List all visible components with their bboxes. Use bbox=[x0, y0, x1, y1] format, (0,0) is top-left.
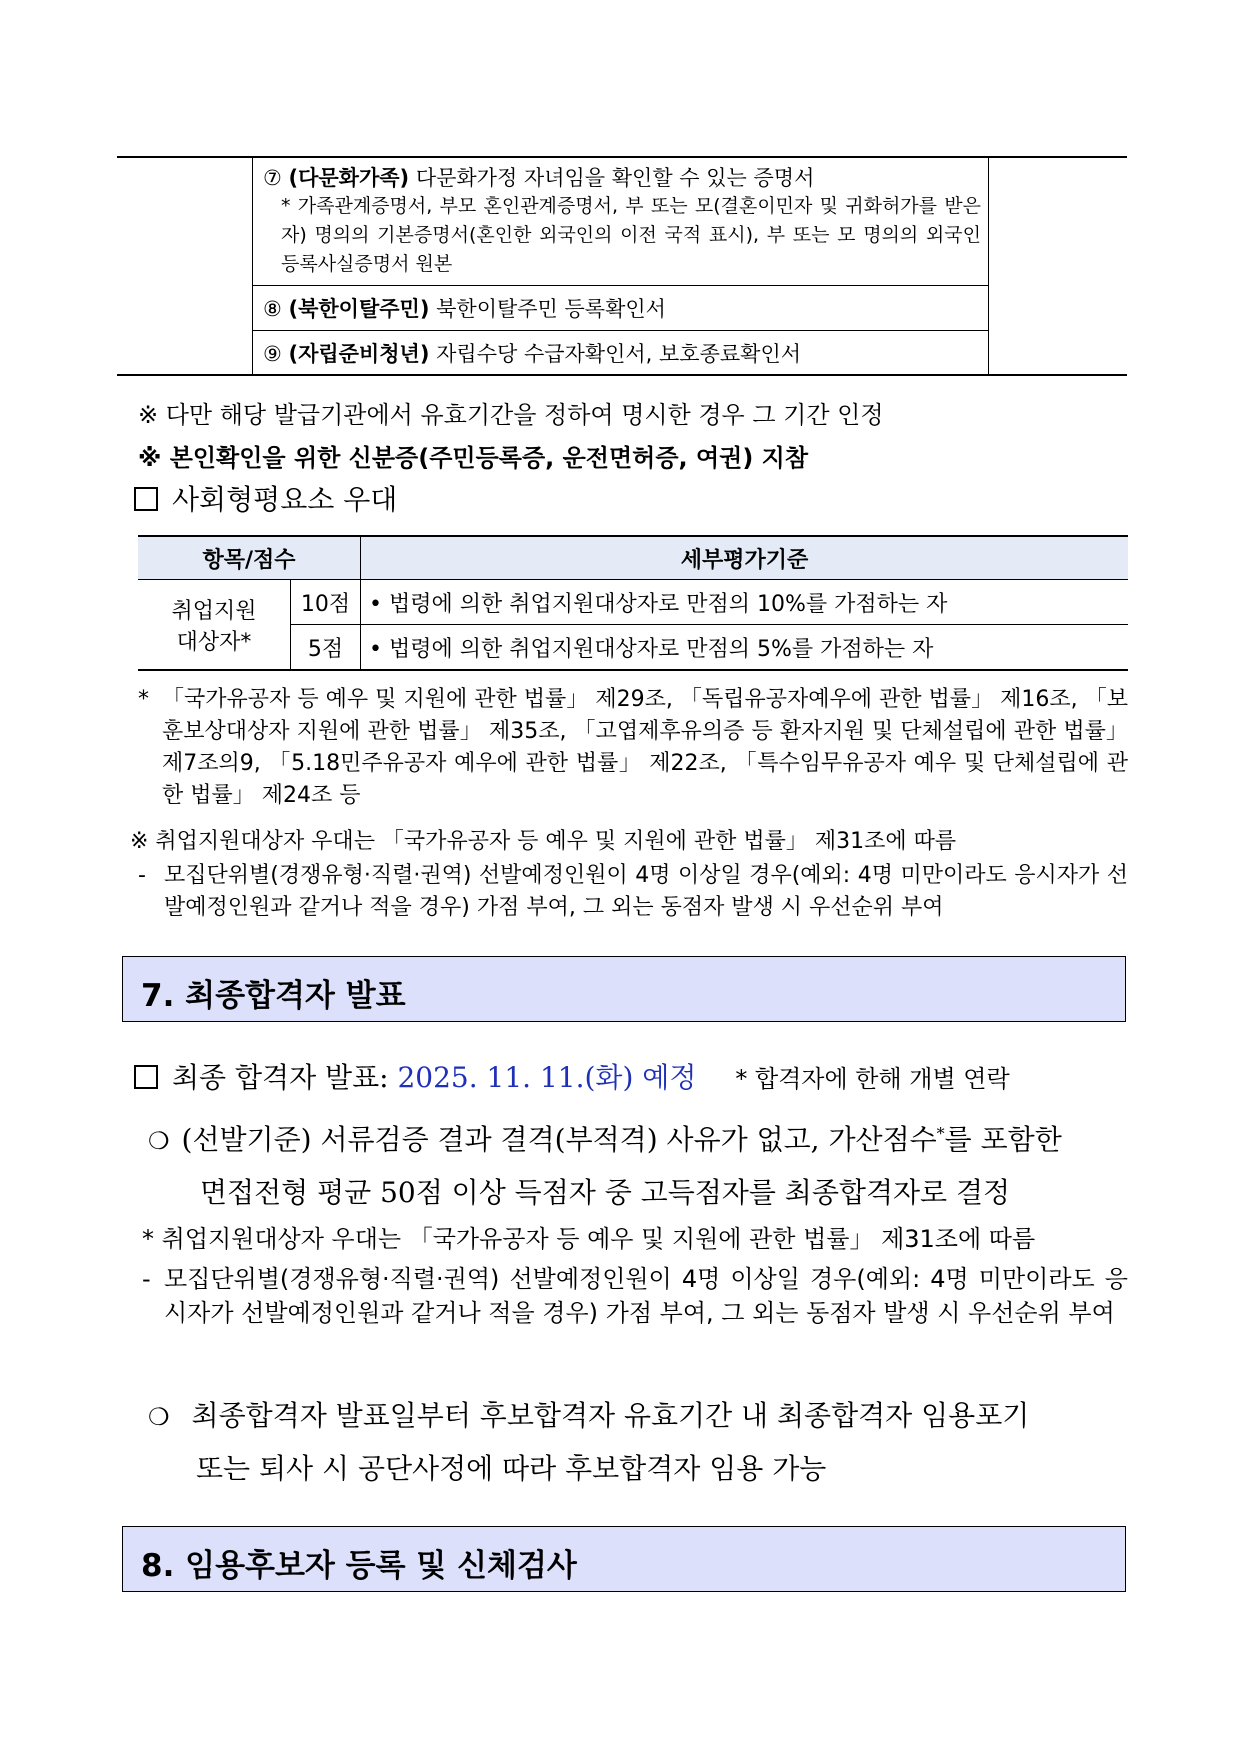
selection-criteria: ❍ (선발기준) 서류검증 결과 결격(부적격) 사유가 없고, 가산점수*를 포함한 면접전형 평균 50점 이상 득점자 중 고득점자를 최종합격자로 결정 bbox=[148, 1123, 1062, 1209]
id-card-note: ※ 본인확인을 위한 신분증(주민등록증, 운전면허증, 여권) 지참 bbox=[138, 444, 809, 472]
preference-detail: - 모집단위별(경쟁유형·직렬·권역) 선발예정인원이 4명 이상일 경우(예외: 4명 미만이라도 응시자가 선발예정인원과 같거나 적을 경우) 가점 부여, 그 외는 동점자 발생 시 우선순위 부여 bbox=[138, 863, 1128, 920]
criterion-cell: • 법령에 의한 취업지원대상자로 만점의 5%를 가점하는 자 bbox=[361, 625, 1129, 671]
announcement-date: 2025. 11. 11.(화) 예정 bbox=[397, 1061, 697, 1094]
document-row-title: ⑨ (자립준비청년) 자립수당 수급자확인서, 보호종료확인서 bbox=[263, 342, 802, 366]
table-header-row bbox=[138, 536, 1128, 580]
section7-preference-note: * 취업지원대상자 우대는 「국가유공자 등 예우 및 지원에 관한 법률」 제31조에 따름 bbox=[142, 1225, 1036, 1253]
social-equity-heading: 사회형평요소 우대 bbox=[134, 478, 397, 518]
document-row-title: ⑦ (다문화가족) 다문화가정 자녀임을 확인할 수 있는 증명서 bbox=[263, 166, 815, 190]
document-row-north-korean-defector bbox=[253, 285, 988, 330]
checkbox-square-icon bbox=[134, 487, 158, 511]
announcement-aside: * 합격자에 한해 개별 연락 bbox=[735, 1065, 1010, 1093]
circle-bullet-icon: ❍ bbox=[148, 1403, 170, 1431]
footnote-star: * bbox=[138, 687, 149, 712]
checkbox-square-icon bbox=[134, 1065, 158, 1089]
score-cell: 10점 bbox=[291, 580, 361, 625]
document-row-note: * 가족관계증명서, 부모 혼인관계증명서, 부 또는 모(결혼이민자 및 귀화허가를 받은 자) 명의의 기본증명서(혼인한 외국인의 이전 국적 표시), 부 또는 모 명의의 외국인 등록사실증명서 원본 bbox=[281, 195, 981, 275]
category-cell: 취업지원 대상자* bbox=[138, 580, 291, 671]
documents-table-left-cell bbox=[117, 158, 252, 374]
reserve-candidate-note: ❍ 최종합격자 발표일부터 후보합격자 유효기간 내 최종합격자 임용포기 또는 퇴사 시 공단사정에 따라 후보합격자 임용 가능 bbox=[148, 1399, 1030, 1485]
document-row-title: ⑧ (북한이탈주민) 북한이탈주민 등록확인서 bbox=[263, 297, 666, 321]
documents-table bbox=[117, 156, 1127, 376]
section-8-header: 8. 임용후보자 등록 및 신체검사 bbox=[122, 1526, 1126, 1592]
table-header-item-score: 항목/점수 bbox=[138, 536, 361, 580]
social-equity-table bbox=[138, 535, 1128, 671]
section7-preference-detail: - 모집단위별(경쟁유형·직렬·권역) 선발예정인원이 4명 이상일 경우(예외: 4명 미만이라도 응시자가 선발예정인원과 같거나 적을 경우) 가점 부여, 그 외는 동점자 발생 시 우선순위 부여 bbox=[142, 1265, 1128, 1327]
table-row bbox=[138, 580, 1128, 625]
score-cell: 5점 bbox=[291, 625, 361, 671]
law-footnote: * 「국가유공자 등 예우 및 지원에 관한 법률」 제29조, 「독립유공자예우에 관한 법률」 제16조, 「보훈보상대상자 지원에 관한 법률」 제35조, 「고엽제후유의증 등 환자지원 및 단체설립에 관한 법률」 제7조의9, 「5.18민주유공자 예우에 관한 법률」 제22조, 「특수임무유공자 예우 및 단체설립에 관한 법률」 제24조 등 bbox=[138, 684, 1128, 812]
document-row-independence-youth bbox=[253, 330, 988, 374]
table-header-criteria: 세부평가기준 bbox=[361, 536, 1129, 580]
documents-table-content bbox=[252, 158, 989, 374]
final-announcement: 최종 합격자 발표: 2025. 11. 11.(화) 예정 * 합격자에 한해 개별 연락 bbox=[134, 1056, 1010, 1096]
preference-note: ※ 취업지원대상자 우대는 「국가유공자 등 예우 및 지원에 관한 법률」 제31조에 따름 bbox=[130, 829, 957, 854]
validity-note: ※ 다만 해당 발급기관에서 유효기간을 정하여 명시한 경우 그 기간 인정 bbox=[138, 401, 884, 429]
document-row-multicultural bbox=[253, 158, 988, 285]
criterion-cell: • 법령에 의한 취업지원대상자로 만점의 10%를 가점하는 자 bbox=[361, 580, 1129, 625]
section-7-header: 7. 최종합격자 발표 bbox=[122, 956, 1126, 1022]
circle-bullet-icon: ❍ bbox=[148, 1127, 170, 1155]
